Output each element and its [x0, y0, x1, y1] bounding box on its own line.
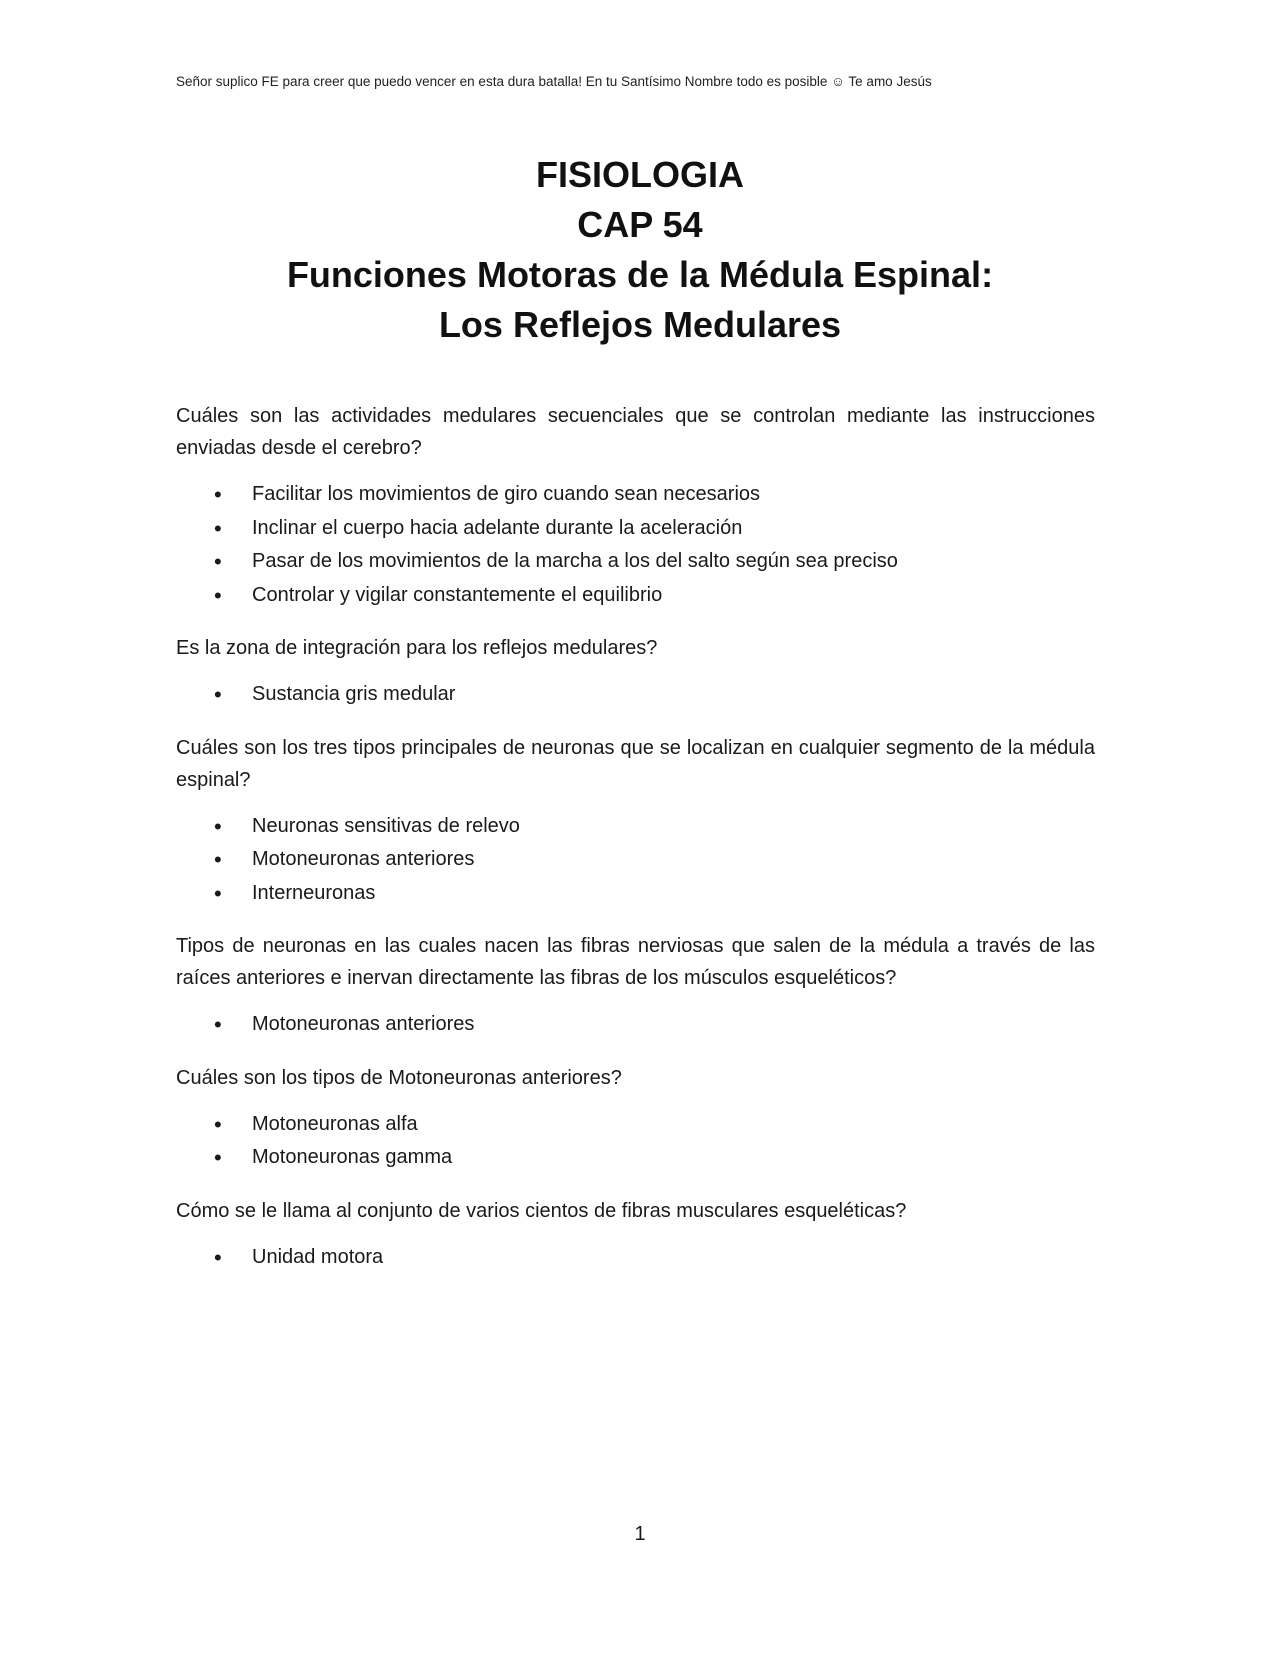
- bullet-icon: •: [214, 515, 222, 541]
- title-subject: FISIOLOGIA: [535, 154, 744, 195]
- answer-list: [176, 678, 1095, 712]
- bullet-icon: •: [214, 582, 222, 608]
- answer-text: Motoneuronas anteriores: [252, 848, 475, 870]
- answer-text: Motoneuronas alfa: [252, 1112, 418, 1135]
- answer-item: [176, 512, 1095, 546]
- bullet-icon: •: [214, 880, 222, 906]
- answer-list: [176, 1008, 1095, 1042]
- title-chapter: CAP 54: [577, 204, 703, 245]
- answer-item: [176, 579, 1095, 613]
- answer-list: [176, 1241, 1095, 1275]
- bullet-icon: •: [214, 482, 222, 507]
- question-text: Cuáles son los tipos de Motoneuronas anteriores?: [176, 1066, 622, 1089]
- header-note: Señor suplico FE para creer que puedo vencer en esta dura batalla! En tu Santísimo Nombre todo es posible ☺ Te amo Jesús: [176, 74, 932, 89]
- answer-text: Interneuronas: [252, 881, 376, 904]
- bullet-icon: •: [214, 549, 222, 574]
- bullet-icon: •: [214, 682, 222, 707]
- question-text: Es la zona de integración para los reflejos medulares?: [176, 637, 658, 659]
- answer-item: [176, 1241, 1095, 1275]
- answer-item: [176, 810, 1095, 844]
- bullet-icon: •: [214, 813, 222, 839]
- answer-item: [176, 545, 1095, 579]
- document-title: [0, 150, 1280, 350]
- answer-list: [176, 478, 1095, 612]
- bullet-icon: •: [214, 847, 222, 872]
- answer-item: [176, 843, 1095, 877]
- answer-text: Pasar de los movimientos de la marcha a los del salto según sea preciso: [252, 550, 898, 572]
- question-text: Cómo se le llama al conjunto de varios cientos de fibras musculares esqueléticas?: [176, 1199, 907, 1222]
- title-heading: Funciones Motoras de la Médula Espinal:: [286, 254, 994, 295]
- question-text: Tipos de neuronas en las cuales nacen las fibras nerviosas que salen de la médula a través de las raíces anteriores e inervan directamente las fibras de los músculos esqueléticos?: [176, 935, 1095, 989]
- answer-item: [176, 1141, 1095, 1175]
- answer-text: Motoneuronas anteriores: [252, 1013, 475, 1035]
- title-subheading: Los Reflejos Medulares: [438, 304, 842, 345]
- question-list: [176, 400, 1095, 1294]
- answer-text: Sustancia gris medular: [252, 683, 456, 705]
- answer-text: Motoneuronas gamma: [252, 1146, 453, 1168]
- question-text: Cuáles son los tres tipos principales de neuronas que se localizan en cualquier segmento de la médula espinal?: [176, 736, 1095, 791]
- answer-item: [176, 678, 1095, 712]
- bullet-icon: •: [214, 1145, 222, 1170]
- answer-list: [176, 1108, 1095, 1175]
- answer-text: Inclinar el cuerpo hacia adelante durante la aceleración: [252, 516, 743, 539]
- bullet-icon: •: [214, 1012, 222, 1037]
- answer-item: [176, 478, 1095, 512]
- answer-text: Facilitar los movimientos de giro cuando sean necesarios: [252, 483, 761, 505]
- answer-item: [176, 1108, 1095, 1142]
- bullet-icon: •: [214, 1244, 222, 1270]
- answer-item: [176, 1008, 1095, 1042]
- question-text: Cuáles son las actividades medulares secuenciales que se controlan mediante las instrucciones enviadas desde el cerebro?: [176, 405, 1095, 459]
- answer-item: [176, 877, 1095, 911]
- answer-list: [176, 810, 1095, 911]
- bullet-icon: •: [214, 1111, 222, 1137]
- answer-text: Controlar y vigilar constantemente el equilibrio: [252, 583, 663, 606]
- answer-text: Unidad motora: [252, 1245, 384, 1268]
- page-number: 1: [634, 1523, 646, 1545]
- answer-text: Neuronas sensitivas de relevo: [252, 814, 520, 837]
